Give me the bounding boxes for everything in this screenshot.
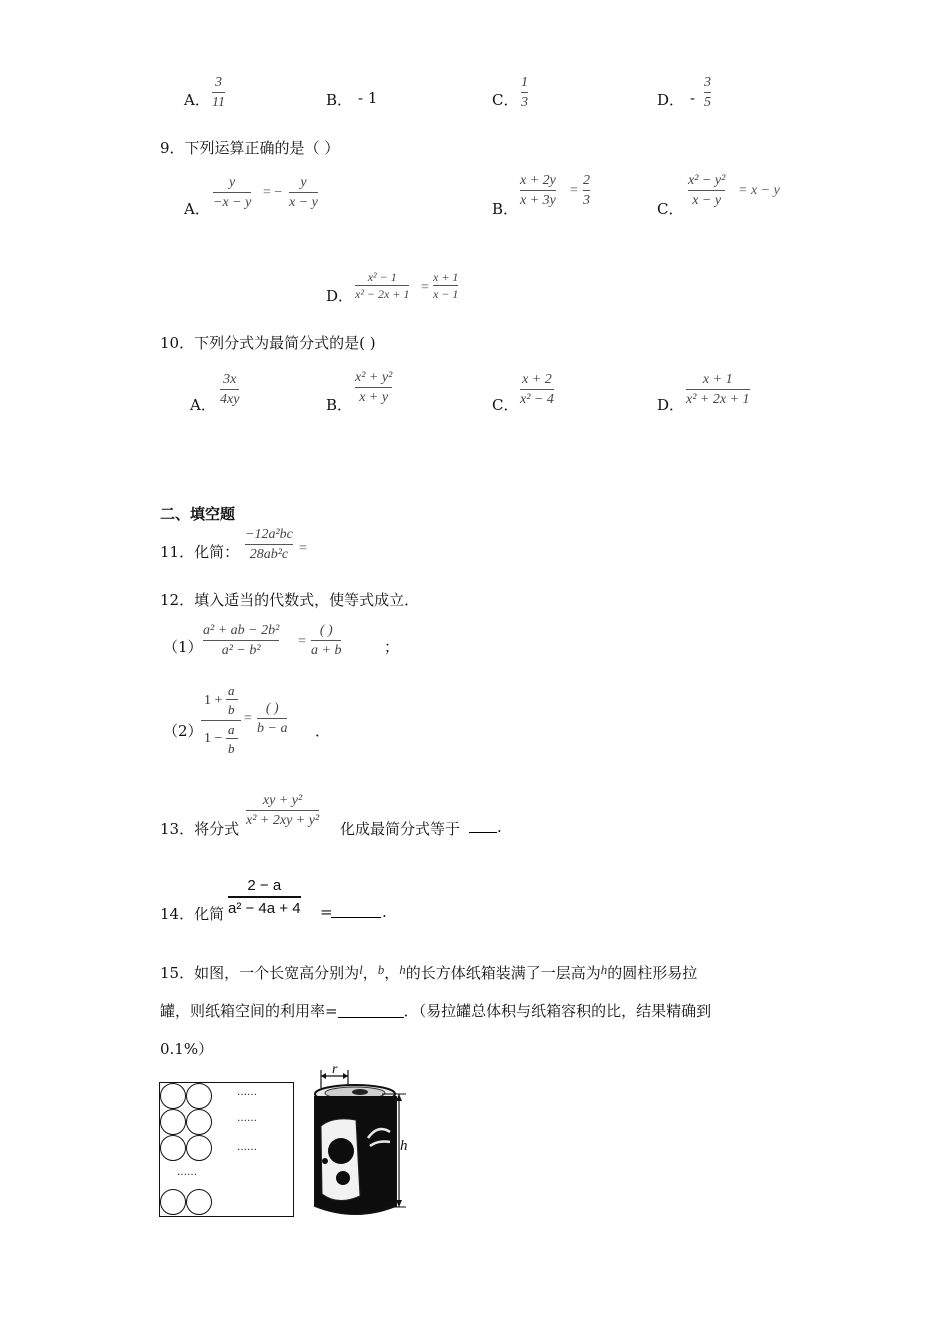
q9-option-b-right-fraction: 2 3 [583,173,590,208]
q10-stem: 10．下列分式为最简分式的是( ) [160,334,376,352]
section-heading: 二、填空题 [160,505,236,523]
q15-var-h: h [399,962,406,977]
q12-part2-right-fraction: ( ) b − a [257,701,288,736]
q8-option-b-label: B． [326,91,353,109]
q14-end: . [382,903,387,921]
q15-var-b: b [377,962,385,977]
q8-option-b-value: - 1 [358,89,378,107]
q15-line1-middle: 的长方体纸箱装满了一层高为 [405,964,601,982]
q12-part2-top-b: b [228,702,235,717]
q9-option-a-right-fraction: y x − y [289,175,318,210]
q10-option-d-label: D． [657,396,685,414]
q9-option-b-left-fraction: x + 2y x + 3y [520,173,556,208]
q14-stem-prefix: 14．化简 [160,905,225,923]
q15-line-2 [160,1000,711,1021]
q10-option-b-fraction: x² + y² x + y [355,370,393,405]
q15-line2-prefix: 罐，则纸箱空间的利用率= [160,1002,338,1020]
ellipsis-column: …… [177,1167,197,1178]
q10-option-c-fraction: x + 2 x² − 4 [520,372,554,407]
q12-part1-equals: = [298,634,306,649]
q9-option-d-label: D． [326,287,354,305]
q8-option-c-fraction: 1 3 [521,75,528,110]
q9-option-a-label: A． [184,200,210,218]
q9-option-d-left-fraction: x² − 1 x² − 2x + 1 [355,270,410,301]
height-label: h [400,1138,408,1154]
q8-option-a-label: A． [184,91,210,109]
q9-option-b-label: B． [492,200,519,218]
q13-end: . [497,818,502,836]
q8-option-d-label: D． [657,91,685,109]
q12-part1-end: ； [384,638,400,656]
q10-option-d-fraction: x + 1 x² + 2x + 1 [686,372,750,407]
q15-answer-blank[interactable] [338,1003,404,1018]
q13-stem-suffix: 化成最简分式等于 [340,820,461,838]
q8-option-d-sign: - [690,89,696,107]
q9-stem: 9．下列运算正确的是（ ） [160,139,340,157]
q12-part2-top-a: a [228,683,235,698]
q10-option-c-label: C． [492,396,519,414]
q11-fraction: −12a²bc 28ab²c [245,527,293,562]
q12-part2-label: （2） [163,722,203,740]
q10-option-b-label: B． [326,396,353,414]
q12-part2-bottom-a: a [228,722,235,737]
ellipsis-row-1: …… [237,1087,257,1098]
q9-option-d-right-fraction: x + 1 x − 1 [433,270,459,301]
q8-option-d-fraction: 3 5 [704,75,711,110]
q13-stem-prefix: 13．将分式 [160,820,240,838]
q12-part1-right-fraction: ( ) a + b [311,623,342,658]
q12-part2-end: ． [315,722,331,740]
q15-line1-suffix: 的圆柱形易拉 [607,964,698,982]
q9-option-a-left-fraction: y −x − y [213,175,252,210]
ellipsis-row-3: …… [237,1142,257,1153]
q15-line-1: 15．如图，一个长宽高分别为l，b，h的长方体纸箱装满了一层高为h的圆柱形易拉 [160,962,698,982]
q15-var-h2: h [600,962,608,977]
q11-stem: 11．化简： [160,543,240,561]
radius-label: r [332,1062,338,1077]
box-top-view-svg [159,1082,294,1217]
q13-answer-blank[interactable] [469,818,497,833]
q14-fraction: 2 − a a² − 4a + 4 [228,877,301,917]
q12-stem: 12．填入适当的代数式，使等式成立． [160,591,420,609]
q8-option-a-fraction: 3 11 [212,75,225,110]
q10-option-a-fraction: 3x 4xy [220,372,240,407]
q9-option-c-label: C． [657,200,684,218]
q8-option-c-label: C． [492,91,519,109]
can-figure [308,1062,418,1226]
q12-part1-label: （1） [163,638,203,656]
q9-option-c-equals: = x − y [738,183,780,198]
q12-part2-bottom-b: b [228,741,235,756]
ellipsis-row-2: …… [237,1113,257,1124]
q15-line1-prefix: 15．如图，一个长宽高分别为 [160,964,360,982]
box-top-view-figure [159,1082,294,1217]
q12-part2-bottom-prefix: 1 − [204,731,223,746]
q14-equals: = [320,903,333,921]
q12-part1-left-fraction: a² + ab − 2b² a² − b² [203,623,280,658]
q14-answer-blank[interactable] [331,903,381,918]
q15-var-l: l [359,962,363,977]
q10-option-a-label: A． [190,396,216,414]
q15-line2-suffix: ．（易拉罐总体积与纸箱容积的比，结果精确到 [403,1002,712,1020]
q13-fraction: xy + y² x² + 2xy + y² [246,793,320,828]
q12-part2-equals: = [244,711,252,726]
q9-option-d-equals: = [421,280,429,295]
q9-option-c-fraction: x² − y² x − y [688,173,726,208]
q9-option-a-equals: = − [263,185,283,200]
q11-equals: = [299,541,307,556]
q9-option-b-equals: = [570,183,578,198]
q12-part2-top-prefix: 1 + [204,693,223,708]
q15-line-3: 0.1%） [160,1040,214,1058]
